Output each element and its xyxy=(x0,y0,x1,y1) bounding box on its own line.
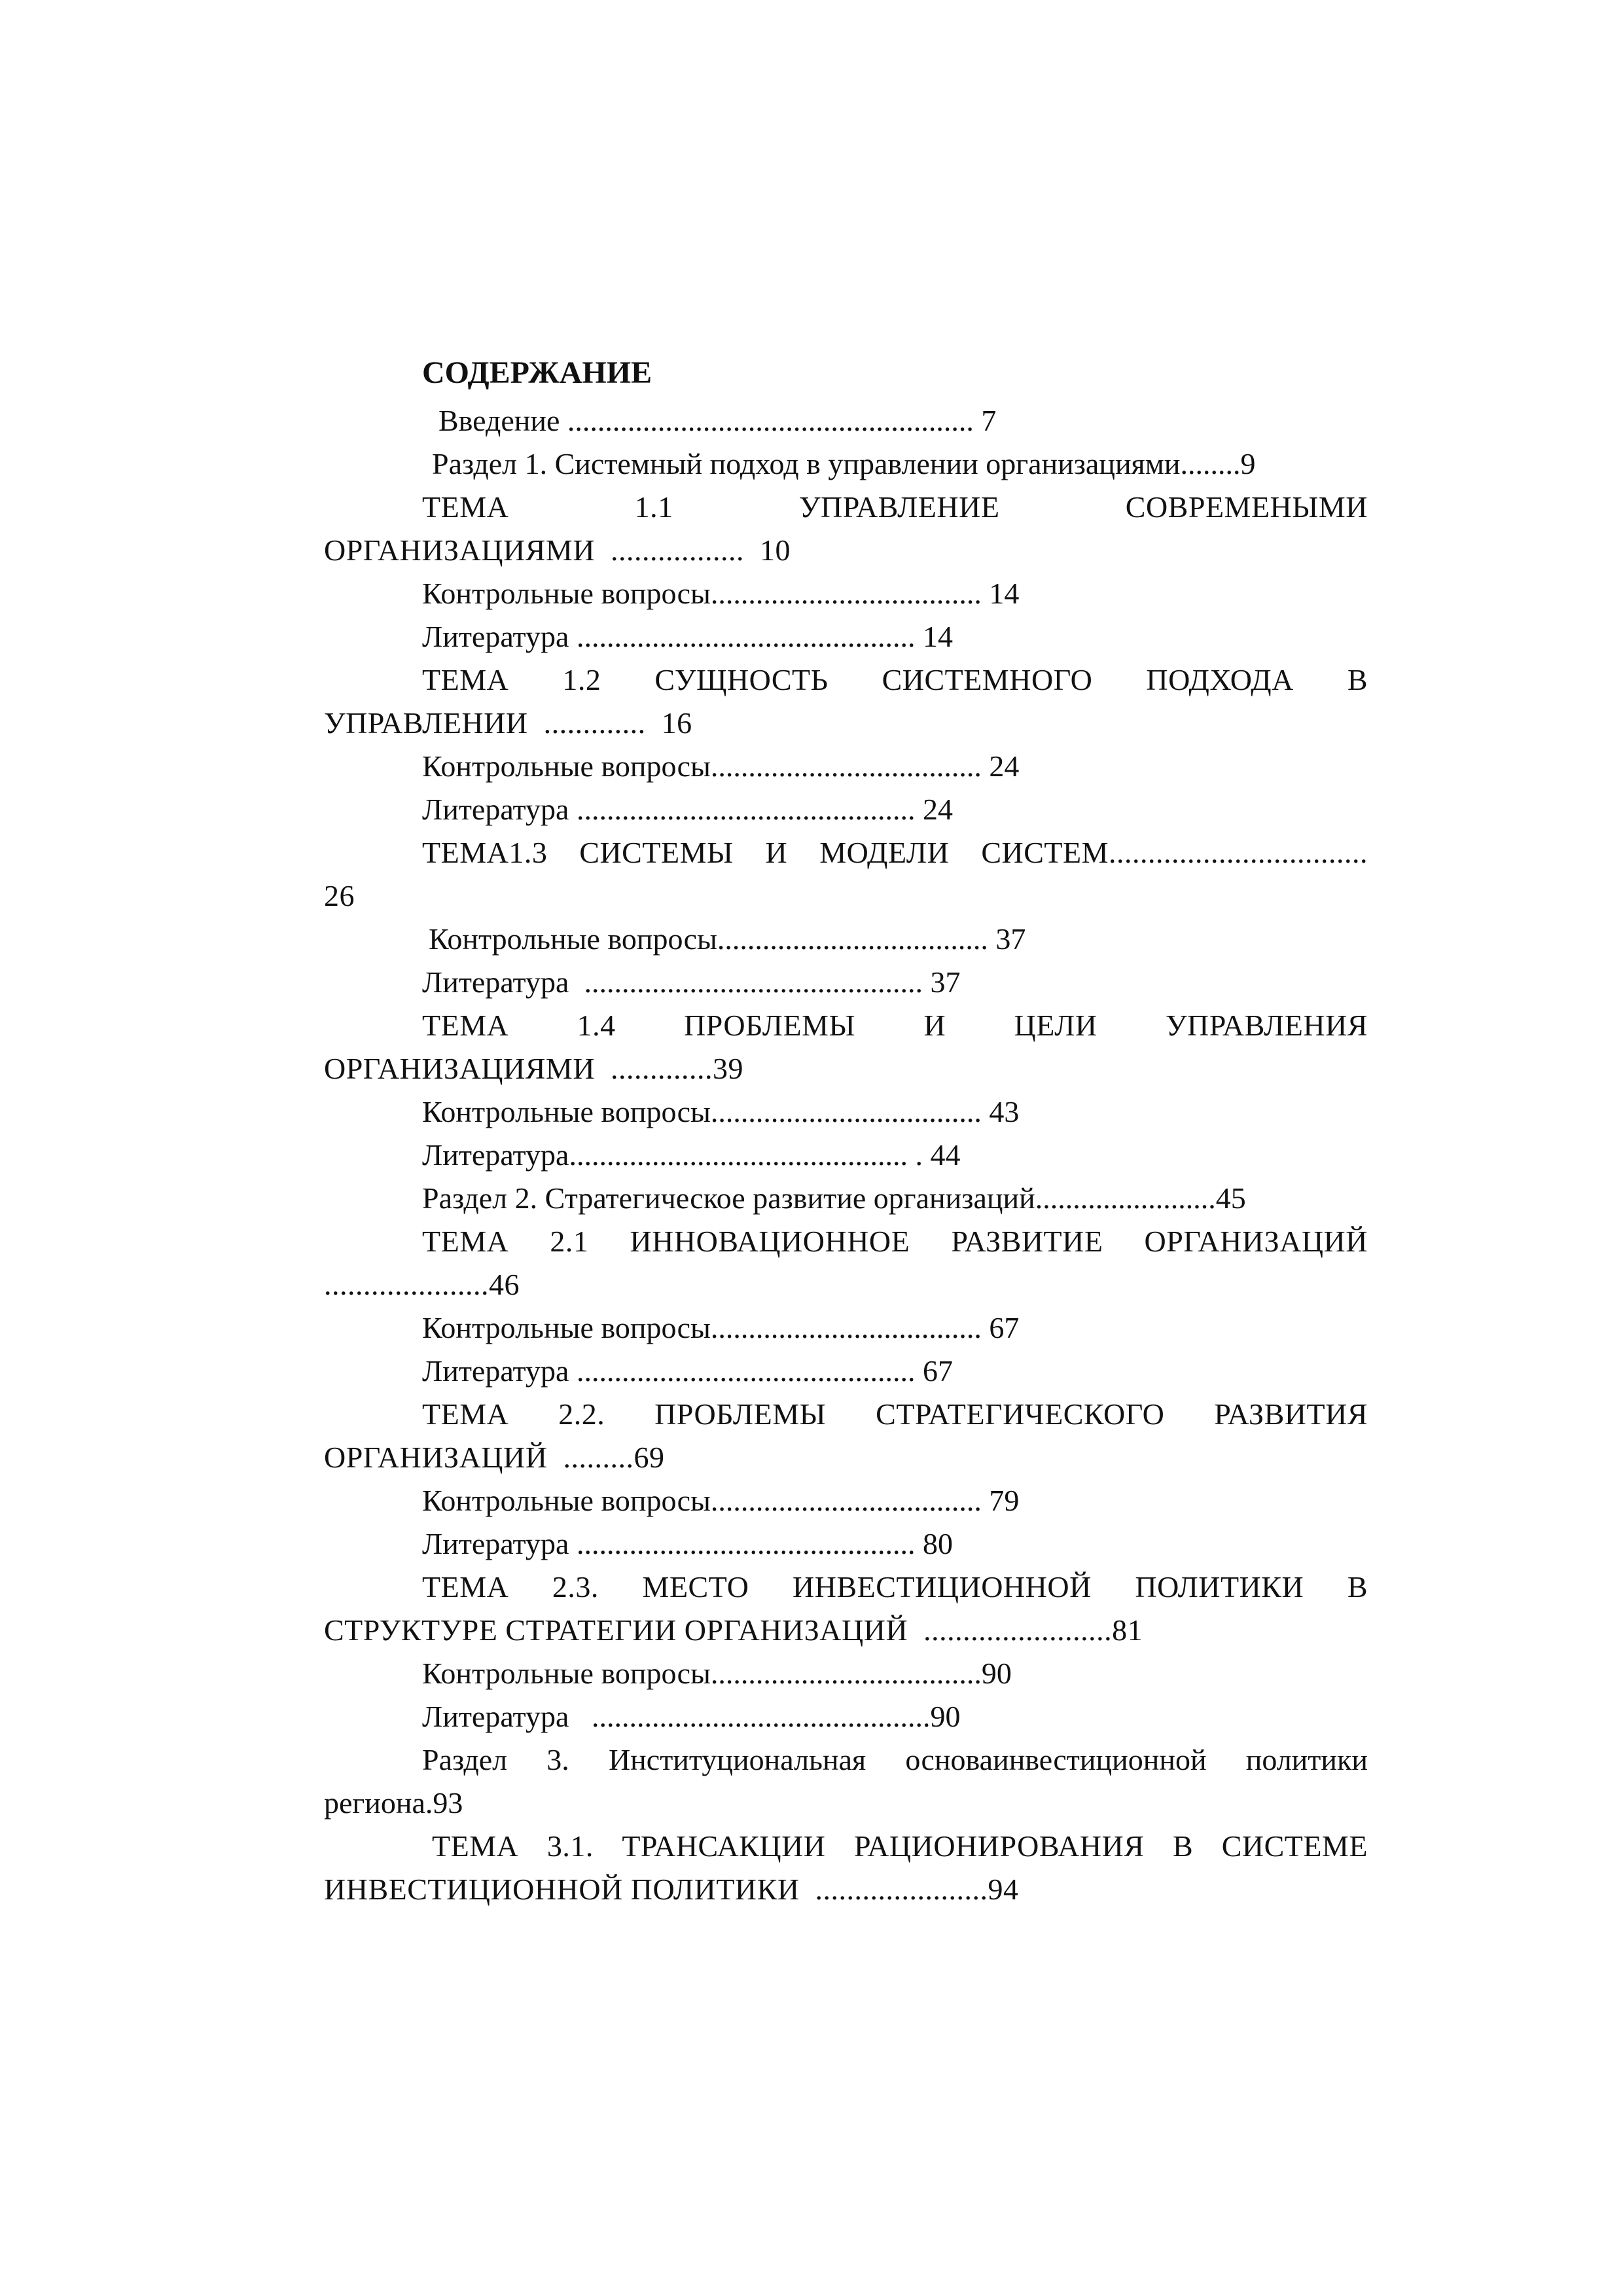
toc-entry-topic-1-1 xyxy=(324,486,1368,572)
toc-entry-topic-1-1-title: ТЕМА 1.1 УПРАВЛЕНИЕ СОВРЕМЕНЫМИ xyxy=(422,490,1368,524)
toc-entry-topic-2-2 xyxy=(324,1393,1368,1479)
toc-entry-topic-1-1-cont: ОРГАНИЗАЦИЯМИ ................. 10 xyxy=(324,533,791,567)
toc-entry-topic-1-4-title: ТЕМА 1.4 ПРОБЛЕМЫ И ЦЕЛИ УПРАВЛЕНИЯ xyxy=(422,1009,1368,1042)
toc-entry-topic-3-1-cont: ИНВЕСТИЦИОННОЙ ПОЛИТИКИ ......................94 xyxy=(324,1873,1019,1906)
toc-entry-topic-3-1-title: ТЕМА 3.1. ТРАНСАКЦИИ РАЦИОНИРОВАНИЯ В СИСТЕМЕ xyxy=(432,1829,1368,1863)
toc-entry-topic-2-1-cont: .....................46 xyxy=(324,1268,520,1301)
toc-entry-topic-1-2 xyxy=(324,658,1368,745)
toc-entry-topic-2-3-title: ТЕМА 2.3. МЕСТО ИНВЕСТИЦИОННОЙ ПОЛИТИКИ В xyxy=(422,1570,1368,1604)
toc-entry-topic-2-2-title: ТЕМА 2.2. ПРОБЛЕМЫ СТРАТЕГИЧЕСКОГО РАЗВИТИЯ xyxy=(422,1397,1368,1431)
toc-entry-section-3-cont: региона.93 xyxy=(324,1786,463,1820)
toc-entry-topic-2-3 xyxy=(324,1566,1368,1652)
toc-entry-literature: Литература............................................. . 44 xyxy=(422,1138,961,1172)
toc-entry-literature: Литература ............................................. 14 xyxy=(422,620,953,653)
toc-entry-topic-3-1 xyxy=(324,1825,1368,1911)
toc-entry-section-3 xyxy=(324,1738,1368,1825)
toc-entry-introduction: Введение ...................................................... 7 xyxy=(438,404,997,437)
toc-entry-literature: Литература ............................................. 37 xyxy=(422,965,961,999)
toc-entry-questions: Контрольные вопросы.................................... 67 xyxy=(422,1311,1020,1344)
toc-entry-topic-1-4-cont: ОРГАНИЗАЦИЯМИ .............39 xyxy=(324,1052,744,1085)
toc-entry-topic-1-3-title: ТЕМА1.3 СИСТЕМЫ И МОДЕЛИ СИСТЕМ................................. xyxy=(422,836,1368,869)
toc-entry-topic-1-2-cont: УПРАВЛЕНИИ ............. 16 xyxy=(324,706,692,740)
toc-entry-literature: Литература ............................................. 67 xyxy=(422,1354,953,1388)
toc-entry-questions: Контрольные вопросы.................................... 14 xyxy=(422,577,1020,610)
toc-entry-questions: Контрольные вопросы.................................... 37 xyxy=(429,922,1026,956)
toc-entry-literature: Литература .............................................90 xyxy=(422,1700,961,1733)
toc-entry-topic-2-1 xyxy=(324,1220,1368,1306)
toc-entry-topic-2-3-cont: СТРУКТУРЕ СТРАТЕГИИ ОРГАНИЗАЦИЙ ........................81 xyxy=(324,1613,1143,1647)
toc-entry-topic-2-2-cont: ОРГАНИЗАЦИЙ .........69 xyxy=(324,1441,665,1474)
toc-entry-questions: Контрольные вопросы.................................... 43 xyxy=(422,1095,1020,1128)
table-of-contents xyxy=(324,347,1368,1911)
toc-entry-topic-1-3 xyxy=(324,831,1368,918)
toc-entry-section-2: Раздел 2. Стратегическое развитие организаций........................45 xyxy=(422,1181,1246,1215)
toc-entry-topic-2-1-title: ТЕМА 2.1 ИННОВАЦИОННОЕ РАЗВИТИЕ ОРГАНИЗАЦИЙ xyxy=(422,1225,1368,1258)
toc-entry-questions: Контрольные вопросы.................................... 24 xyxy=(422,749,1020,783)
toc-entry-literature: Литература ............................................. 80 xyxy=(422,1527,953,1560)
toc-entry-section-3-title: Раздел 3. Институциональная основаинвестиционной политики xyxy=(422,1743,1368,1776)
toc-entry-questions: Контрольные вопросы.................................... 79 xyxy=(422,1484,1020,1517)
toc-title: СОДЕРЖАНИЕ xyxy=(422,355,652,390)
toc-entry-literature: Литература ............................................. 24 xyxy=(422,793,953,826)
toc-entry-topic-1-3-cont: 26 xyxy=(324,879,355,912)
toc-entry-questions: Контрольные вопросы....................................90 xyxy=(422,1657,1012,1690)
toc-entry-topic-1-4 xyxy=(324,1004,1368,1090)
toc-entry-topic-1-2-title: ТЕМА 1.2 СУЩНОСТЬ СИСТЕМНОГО ПОДХОДА В xyxy=(422,663,1368,696)
toc-entry-section-1: Раздел 1. Системный подход в управлении организациями........9 xyxy=(432,447,1256,480)
